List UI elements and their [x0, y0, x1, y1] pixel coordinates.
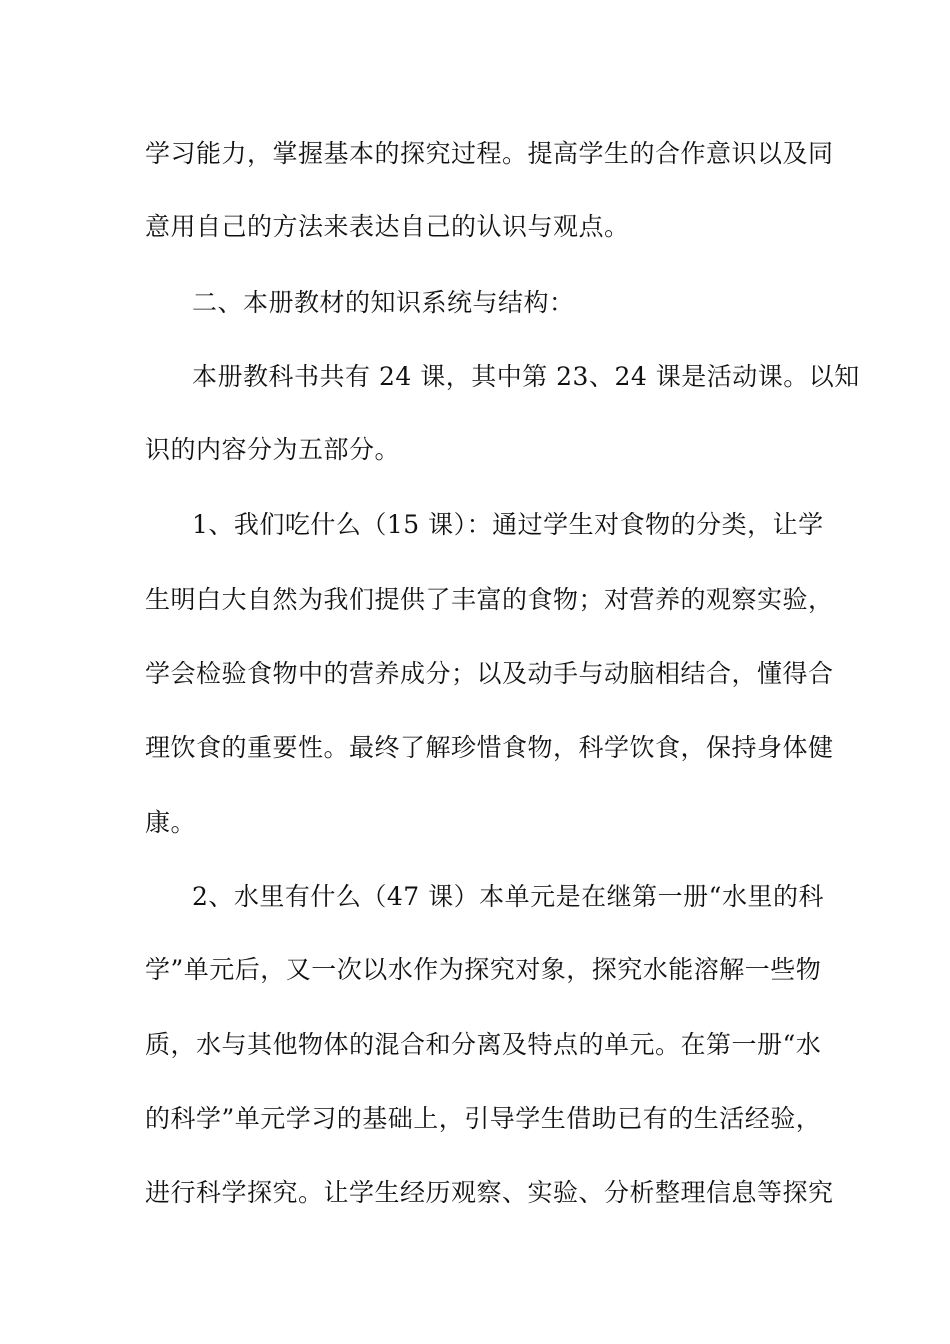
paragraph-start: 本册教科书共有 24 课，其中第 23、24 课是活动课。以知 — [192, 362, 860, 391]
section-heading: 二、本册教材的知识系统与结构： — [192, 288, 575, 317]
text-line: 康。 — [145, 808, 197, 837]
text-line: 理饮食的重要性。最终了解珍惜食物，科学饮食，保持身体健 — [145, 733, 834, 762]
text-line: 意用自己的方法来表达自己的认识与观点。 — [145, 212, 630, 241]
text-line: 学习能力，掌握基本的探究过程。提高学生的合作意识以及同 — [145, 139, 834, 168]
text-line: 生明白大自然为我们提供了丰富的食物；对营养的观察实验， — [145, 585, 834, 614]
text-line: 识的内容分为五部分。 — [145, 435, 401, 464]
list-item-2-start: 2、水里有什么（47 课）本单元是在继第一册“水里的科 — [192, 882, 824, 911]
text-line: 质，水与其他物体的混合和分离及特点的单元。在第一册“水 — [145, 1030, 822, 1059]
text-line: 学”单元后，又一次以水作为探究对象，探究水能溶解一些物 — [145, 955, 822, 984]
text-line: 学会检验食物中的营养成分；以及动手与动脑相结合，懂得合 — [145, 659, 834, 688]
text-line: 进行科学探究。让学生经历观察、实验、分析整理信息等探究 — [145, 1178, 834, 1207]
list-item-1-start: 1、我们吃什么（15 课）：通过学生对食物的分类，让学 — [192, 510, 824, 539]
text-line: 的科学”单元学习的基础上，引导学生借助已有的生活经验， — [145, 1104, 822, 1133]
